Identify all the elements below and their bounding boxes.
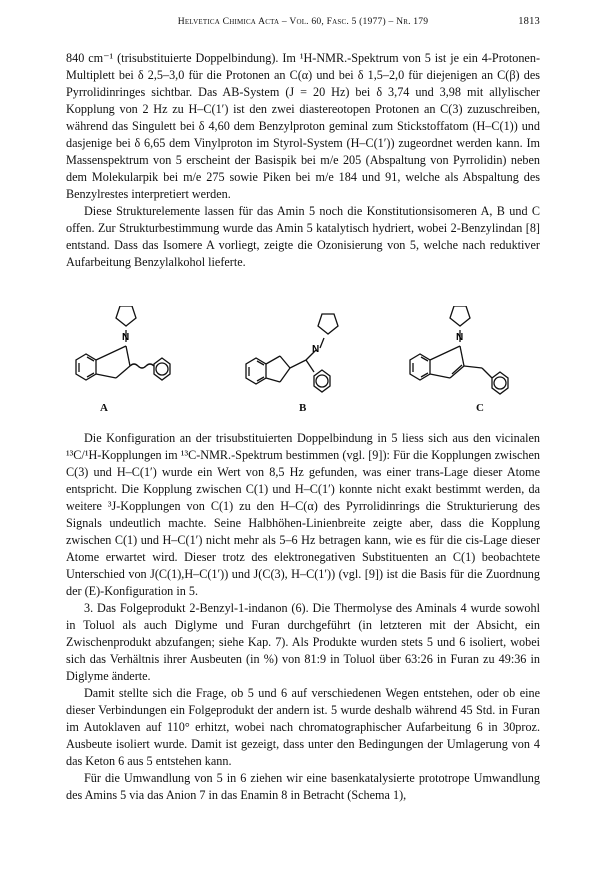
pyrrolidine-ring-c xyxy=(450,306,470,326)
page-number: 1813 xyxy=(518,16,540,27)
paragraph-1: 840 cm⁻¹ (trisubstituierte Doppelbindung). Im ¹H-NMR.-Spektrum von 5 ist je ein 4-Protonen-Multiplett bei δ 2,5–3,0 für die Protonen an C(α) und bei δ 1,5–2,0 für diejenigen an C(β) des Pyrrolidinringes sichtbar. Das AB-System (J = 20 Hz) bei δ 3,74 und 3,98 mit allylischer Kopplung von 2 Hz zu H–C(1′) ist den zwei diastereotopen Protonen an C(3) zuzuschreiben, während das Singulett bei δ 4,60 dem Benzylproton geminal zum Stickstoffatom (H–C(1)) und dasjenige bei δ 6,65 dem Vinylproton im Styrol-System (H–C(1′)) zugeordnet werden kann. Im Massenspektrum von 5 erscheint der Basispik bei m/e 205 (Abspaltung von Pyrrolidin) neben dem Molekularpik bei m/e 275 sowie Piken bei m/e 184 und 91, welche als Abspaltung des Benzylrestes interpretiert werden. xyxy=(66,51,540,201)
paragraph-3: Die Konfiguration an der trisubstituierten Doppelbindung in 5 liess sich aus den vicinalen ¹³C/¹H-Kopplungen im ¹³C-NMR.-Spektrum bestimmen (vgl. [9]): Für die Kopplungen zwischen C(3) und H–C(1′) wurde ein Wert von 8,5 Hz gefunden, was einer trans-Lage dieser Atome entspricht. Die Kopplung zwischen C(1) und H–C(1′) konnte nicht exakt bestimmt werden, da weitere ³J-Kopplungen von C(1) zu den H–C(α) des Pyrrolidinrings die Strukturierung des Signals undeutlich machte. Seine Halbhöhen-Linienbreite zeigte aber, dass die Kopplung zwischen C(1) und H–C(1′) nicht mehr als 5–6 Hz betragen kann, wie es für die cis-Lage dieser Atome erwartet wird. Dieser trotz des elektronegativen Substituenten an C(1) beobachtete Unterschied von J(C(1),H–C(1′)) und J(C(3), H–C(1′)) (vgl. [9]) ist die Basis für die Zuordnung der (E)-Konfiguration in 5. xyxy=(66,431,540,598)
structure-figure xyxy=(66,306,540,416)
paragraph-5: Damit stellte sich die Frage, ob 5 und 6 auf verschiedenen Wegen entstehen, oder ob eine dieser Verbindungen ein Folgeprodukt der andern ist. 5 wurde deshalb während 45 Std. in Furan im Autoklaven auf 110° erhitzt, wobei nach chromatographischer Aufarbeitung 6 in 30proz. Ausbeute isoliert wurde. Damit ist gezeigt, dass unter den Bedingungen der Umlagerung von 4 das Keton 6 aus 5 entstehen kann. xyxy=(66,686,540,768)
journal-title: Helvetica Chimica Acta – Vol. 60, Fasc. 5 (1977) – Nr. 179 xyxy=(177,16,429,27)
nitrogen-label-a: N xyxy=(122,332,130,343)
paragraph-6: Für die Umwandlung von 5 in 6 ziehen wir eine basenkatalysierte prototrope Umwandlung des Amins 5 via das Anion 7 in das Enamin 8 in Betracht (Schema 1), xyxy=(66,771,540,802)
structure-b-drawing xyxy=(236,306,376,402)
text-block-bottom xyxy=(66,430,540,804)
structure-a-drawing xyxy=(66,306,206,402)
paragraph-4: 3. Das Folgeprodukt 2-Benzyl-1-indanon (6). Die Thermolyse des Aminals 4 wurde sowohl in Toluol als auch Diglyme und Furan durchgeführt (in letzteren mit der Absicht, ein Zwischenprodukt abzufangen; siehe Kap. 7). Als Produkte wurden stets 5 und 6 isoliert, wobei sich das Verhältnis ihrer Ausbeuten (in %) von 81:9 in Toluol über 63:26 in Furan zu 49:36 in Diglyme änderte. xyxy=(66,601,540,683)
structure-label-c: C xyxy=(476,402,484,414)
structure-label-b: B xyxy=(299,402,307,414)
paragraph-2: Diese Strukturelemente lassen für das Amin 5 noch die Konstitutionsisomeren A, B und C offen. Zur Strukturbestimmung wurde das Amin 5 katalytisch hydriert, wobei 2-Benzylindan [8] entstand. Dass das Isomere A vorliegt, zeigte die Ozonisierung von 5, welche nach reduktiver Aufarbeitung Benzylalkohol lieferte. xyxy=(66,204,540,269)
pyrrolidine-ring-b xyxy=(318,314,338,334)
text-block-top xyxy=(66,50,540,271)
structure-label-a: A xyxy=(100,402,108,414)
running-header xyxy=(66,16,540,32)
nitrogen-label-b: N xyxy=(312,344,320,355)
pyrrolidine-ring-a xyxy=(116,306,136,326)
structure-c-drawing xyxy=(400,306,540,402)
nitrogen-label-c: N xyxy=(456,332,464,343)
